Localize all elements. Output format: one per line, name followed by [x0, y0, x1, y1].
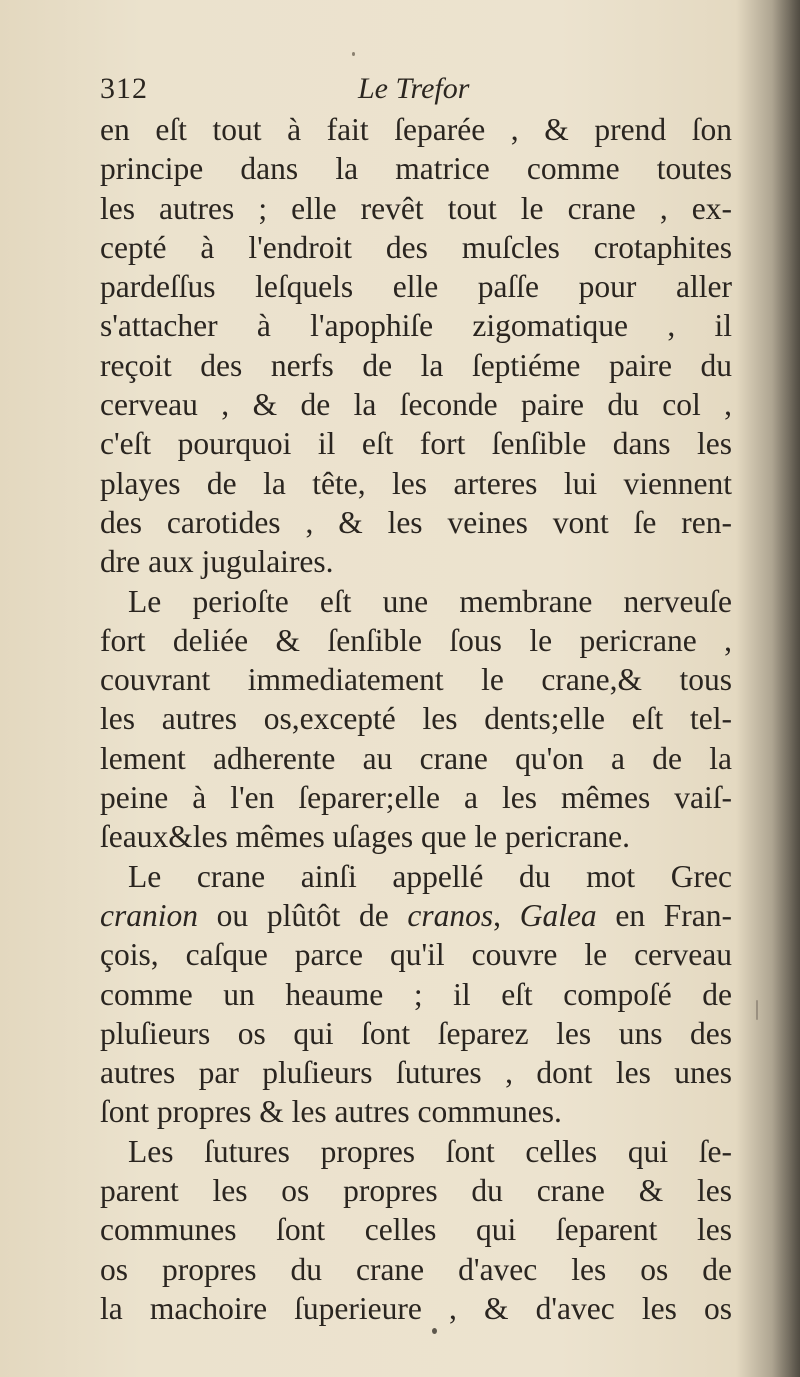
text-line: parent les os propres du crane & les	[100, 1173, 732, 1209]
text-line: reçoit des nerfs de la ſeptiéme paire du	[100, 347, 732, 383]
running-title: Le Trefor	[358, 72, 470, 105]
text-line: playes de la tête, les arteres lui viennent	[100, 465, 732, 501]
page-number: 312	[100, 72, 148, 105]
text-line: Le perioſte eſt une membrane nerveuſe	[128, 583, 732, 619]
paper-speck	[352, 52, 355, 56]
greek-term-cranion: cranion	[100, 897, 198, 933]
text-line: cerveau , & de la ſeconde paire du col ,	[100, 387, 732, 423]
text-line: communes ſont celles qui ſeparent les	[100, 1212, 732, 1248]
page-edge-shadow	[772, 0, 800, 1377]
paper-speck	[756, 1000, 758, 1020]
text-line: pardeſſus leſquels elle paſſe pour aller	[100, 269, 732, 305]
text-fragment: en Fran-	[596, 897, 732, 933]
body-text	[100, 110, 732, 1328]
paper-speck	[432, 1328, 437, 1334]
text-line: fort deliée & ſenſible ſous le pericrane ,	[100, 622, 732, 658]
text-line: en eſt tout à fait ſeparée , & prend ſon	[100, 112, 732, 147]
text-line: ſeaux&les mêmes uſages que le pericrane.	[100, 819, 631, 855]
text-line: s'attacher à l'apophiſe zigomatique , il	[100, 308, 732, 344]
text-line-mixed	[100, 896, 732, 935]
latin-term-galea: Galea	[519, 897, 597, 933]
text-line: peine à l'en ſeparer;elle a les mêmes vaiſ-	[100, 780, 732, 816]
text-line: Le crane ainſi appellé du mot Grec	[128, 858, 732, 894]
text-line: pluſieurs os qui ſont ſeparez les uns des	[100, 1015, 732, 1051]
text-line: les autres ; elle revêt tout le crane , ex-	[100, 190, 732, 226]
text-line: cepté à l'endroit des muſcles crotaphites	[100, 229, 732, 265]
text-line: Les ſutures propres ſont celles qui ſe-	[128, 1133, 732, 1169]
text-line: principe dans la matrice comme toutes	[100, 151, 732, 187]
text-line: des carotides , & les veines vont ſe ren-	[100, 504, 732, 540]
text-line: os propres du crane d'avec les os de	[100, 1251, 732, 1287]
text-fragment: ,	[493, 897, 520, 933]
text-line: couvrant immediatement le crane,& tous	[100, 662, 732, 698]
text-line: autres par pluſieurs ſutures , dont les unes	[100, 1055, 732, 1091]
text-line: çois, caſque parce qu'il couvre le cerveau	[100, 937, 732, 973]
text-line: les autres os,excepté les dents;elle eſt tel-	[100, 701, 732, 737]
text-line: c'eſt pourquoi il eſt fort ſenſible dans les	[100, 426, 732, 462]
greek-term-cranos: cranos	[407, 897, 494, 933]
text-line: ſont propres & les autres communes.	[100, 1094, 562, 1130]
text-line: comme un heaume ; il eſt compoſé de	[100, 976, 732, 1012]
text-line: la machoire ſuperieure , & d'avec les os	[100, 1290, 732, 1326]
text-line: lement adherente au crane qu'on a de la	[100, 740, 732, 776]
text-line: dre aux jugulaires.	[100, 544, 334, 580]
text-fragment: ou plûtôt de	[198, 897, 408, 933]
page-header	[100, 72, 740, 112]
